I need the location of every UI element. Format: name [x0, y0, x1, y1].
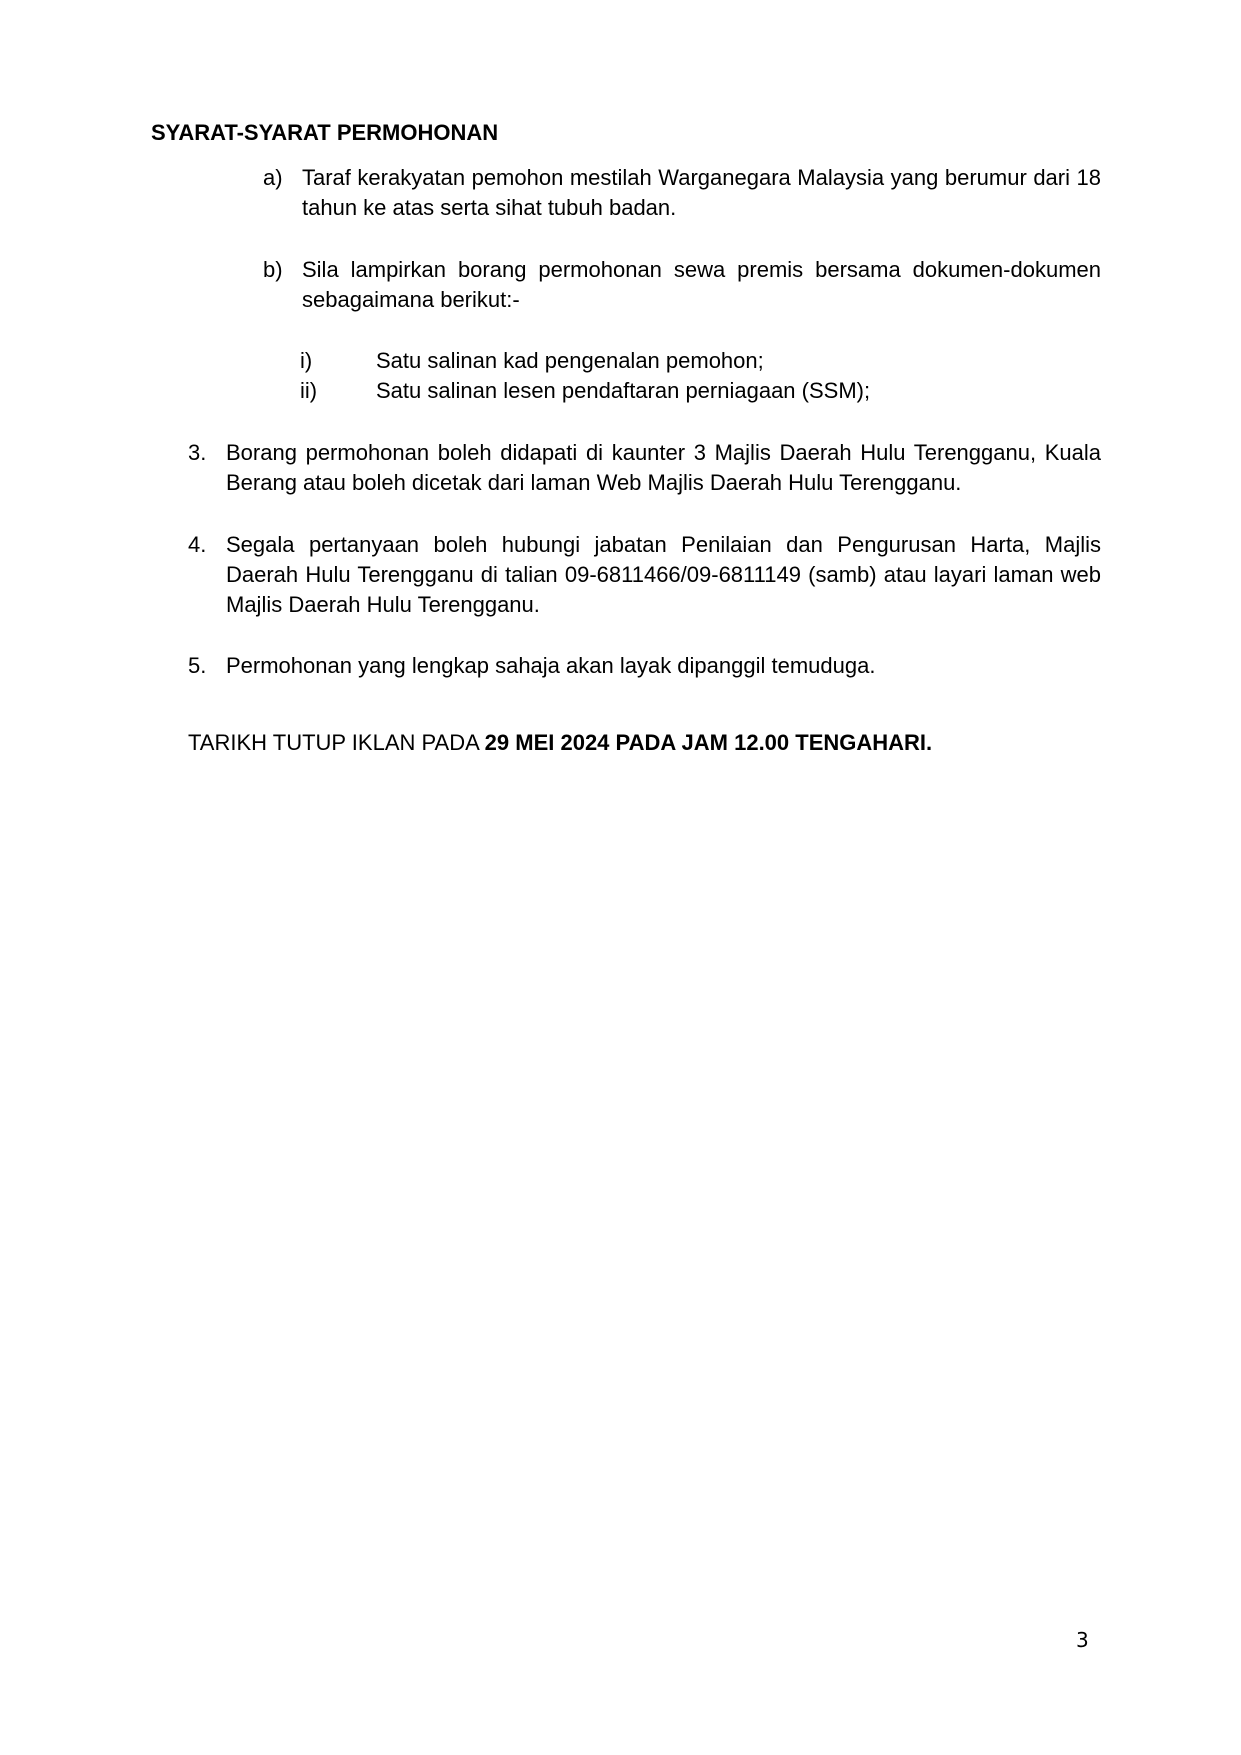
numbered-text: Segala pertanyaan boleh hubungi jabatan Penilaian dan Pengurusan Harta, Majlis Daerah Hulu Terengganu di talian 09-6811466/09-6811149 (samb) atau layari laman web Majlis Daerah Hulu Terengganu. — [226, 532, 1101, 617]
page-number: 3 — [1076, 1628, 1089, 1652]
document-marker: i) — [300, 348, 313, 373]
condition-text: Taraf kerakyatan pemohon mestilah Warganegara Malaysia yang berumur dari 18 tahun ke atas serta sihat tubuh badan. — [302, 165, 1101, 220]
section-heading: SYARAT-SYARAT PERMOHONAN — [151, 120, 499, 145]
closing-notice — [188, 728, 932, 758]
document-text: Satu salinan lesen pendaftaran perniagaan (SSM); — [376, 378, 871, 403]
numbered-marker: 4. — [188, 532, 207, 557]
condition-text: Sila lampirkan borang permohonan sewa premis bersama dokumen-dokumen sebagaimana berikut:- — [302, 257, 1101, 312]
condition-marker: b) — [263, 257, 283, 282]
condition-marker: a) — [263, 165, 283, 190]
document-text: Satu salinan kad pengenalan pemohon; — [376, 348, 764, 373]
numbered-marker: 3. — [188, 440, 207, 465]
numbered-text: Borang permohonan boleh didapati di kaunter 3 Majlis Daerah Hulu Terengganu, Kuala Berang atau boleh dicetak dari laman Web Majlis Daerah Hulu Terengganu. — [226, 440, 1101, 495]
numbered-marker: 5. — [188, 653, 207, 678]
closing-date: 29 MEI 2024 PADA JAM 12.00 TENGAHARI. — [484, 730, 933, 755]
document-marker: ii) — [300, 378, 318, 403]
closing-prefix: TARIKH TUTUP IKLAN PADA — [188, 730, 485, 755]
numbered-text: Permohonan yang lengkap sahaja akan layak dipanggil temuduga. — [226, 653, 876, 678]
